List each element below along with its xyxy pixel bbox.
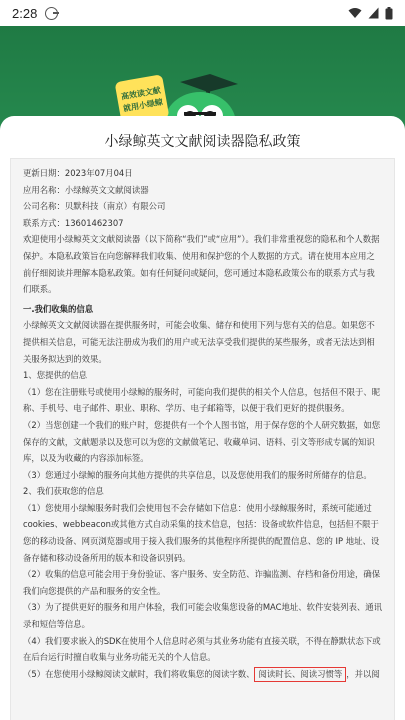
section-title-collected-info: 一.我们收集的信息 [23,303,94,314]
last-line-suffix: ，并以阅 [346,668,380,679]
section-intro-paragraph: 小绿鲸英文文献阅读器在提供服务时，可能会收集、储存和使用下列与您有关的信息。如果您不提供相关信息，可能无法注册成为我们的用户或无法享受我们提供的某些服务，或者无法达到相关服务拟达到的效果。 [23,320,375,364]
status-bar-right [348,7,393,20]
contact-info: 联系方式：13601462307 [23,217,124,228]
update-date: 更新日期：2023年07月04日 [23,168,133,178]
provided-info-item: （2）当您创建一个我们的账户时，您提供有一个个人图书馆，用于保存您的个人研究数据，如您保存的文献，文献题录以及您可以为您的文献做笔记、收藏单词、语料、引文等形成专属的知识库，以及为收藏的内容添加标签。 [23,419,381,464]
status-bar-left [12,6,58,21]
slogan-line-2: 就用小绿鲸 [122,97,164,114]
provided-info-item: （1）您在注册账号或使用小绿鲸的服务时，可能向我们提供的相关个人信息，包括但不限于、昵称、手机号、电子邮件、职业、职称、学历、电子邮箱等，以便于我们更好的提供服务。 [23,386,381,414]
wifi-icon [348,7,362,19]
obtained-info-item: （4）我们要求嵌入的SDK在使用个人信息时必须与其业务功能有直接关联，不得在静默状态下或在后台运行时擅自收集与业务功能无关的个人信息。 [23,635,381,663]
battery-icon [385,7,393,20]
provided-info-item: （3）您通过小绿鲸的服务向其他方提供的共享信息，以及您使用我们的服务时所储存的信息。 [23,469,372,480]
highlighted-reading-data: 阅读时长、阅读习惯等 [254,667,346,682]
obtained-info-item-last [23,666,382,683]
status-time: 2:28 [12,5,38,21]
dialog-title: 小绿鲸英文文献阅读器隐私政策 [104,134,301,150]
slogan-line-1: 高效读文献 [120,85,162,102]
obtained-info-item: （1）您使用小绿鲸服务时我们会使用包不会存储如下信息：使用小绿鲸服务时，系统可能通过cookies、webbeacon或其他方式自动采集的技术信息，包括：设备或软件信息，包括但不限于您的移动设备、网页浏览器或用于接入我们服务的其他程序所提供的配置信息、您的 IP 地址、设备存储和移动设备所用的版本和设备识别码。 [23,502,380,563]
google-icon [45,7,58,20]
intro-paragraph: 欢迎使用小绿鲸英文文献阅读器（以下简称“我们”或“应用”）。我们非常重视您的隐私和个人数据保护。本隐私政策旨在向您解释我们收集、使用和保护您的个人数据的方式。请在使用本应用之前仔细阅读并理解本隐私政策。如有任何疑问或疑问，您可通过本隐私政策公布的联系方式与我们联系。 [23,234,380,295]
company-name: 公司名称：贝默科技（南京）有限公司 [23,201,166,212]
obtained-info-item: （3）为了提供更好的服务和用户体验，我们可能会收集您设备的MAC地址、软件安装列表、通讯录和短信等信息。 [23,602,382,630]
privacy-policy-dialog [0,116,405,720]
last-line-prefix: （5）在您使用小绿鲸阅读文献时，我们将收集您的阅读字数、 [23,668,255,679]
obtained-info-item: （2）收集的信息可能会用于身份验证、客户服务、安全防范、诈骗监测、存档和备份用途，确保我们向您提供的产品和服务的安全性。 [23,569,381,596]
subsection-title-provided-info: 1、您提供的信息 [23,370,87,381]
signal-icon [368,7,379,19]
status-bar [0,0,405,26]
subsection-title-obtained-info: 2、我们获取您的信息 [23,486,104,497]
policy-content-scroll[interactable] [10,158,395,720]
app-name: 应用名称：小绿鲸英文文献阅读器 [23,184,149,195]
